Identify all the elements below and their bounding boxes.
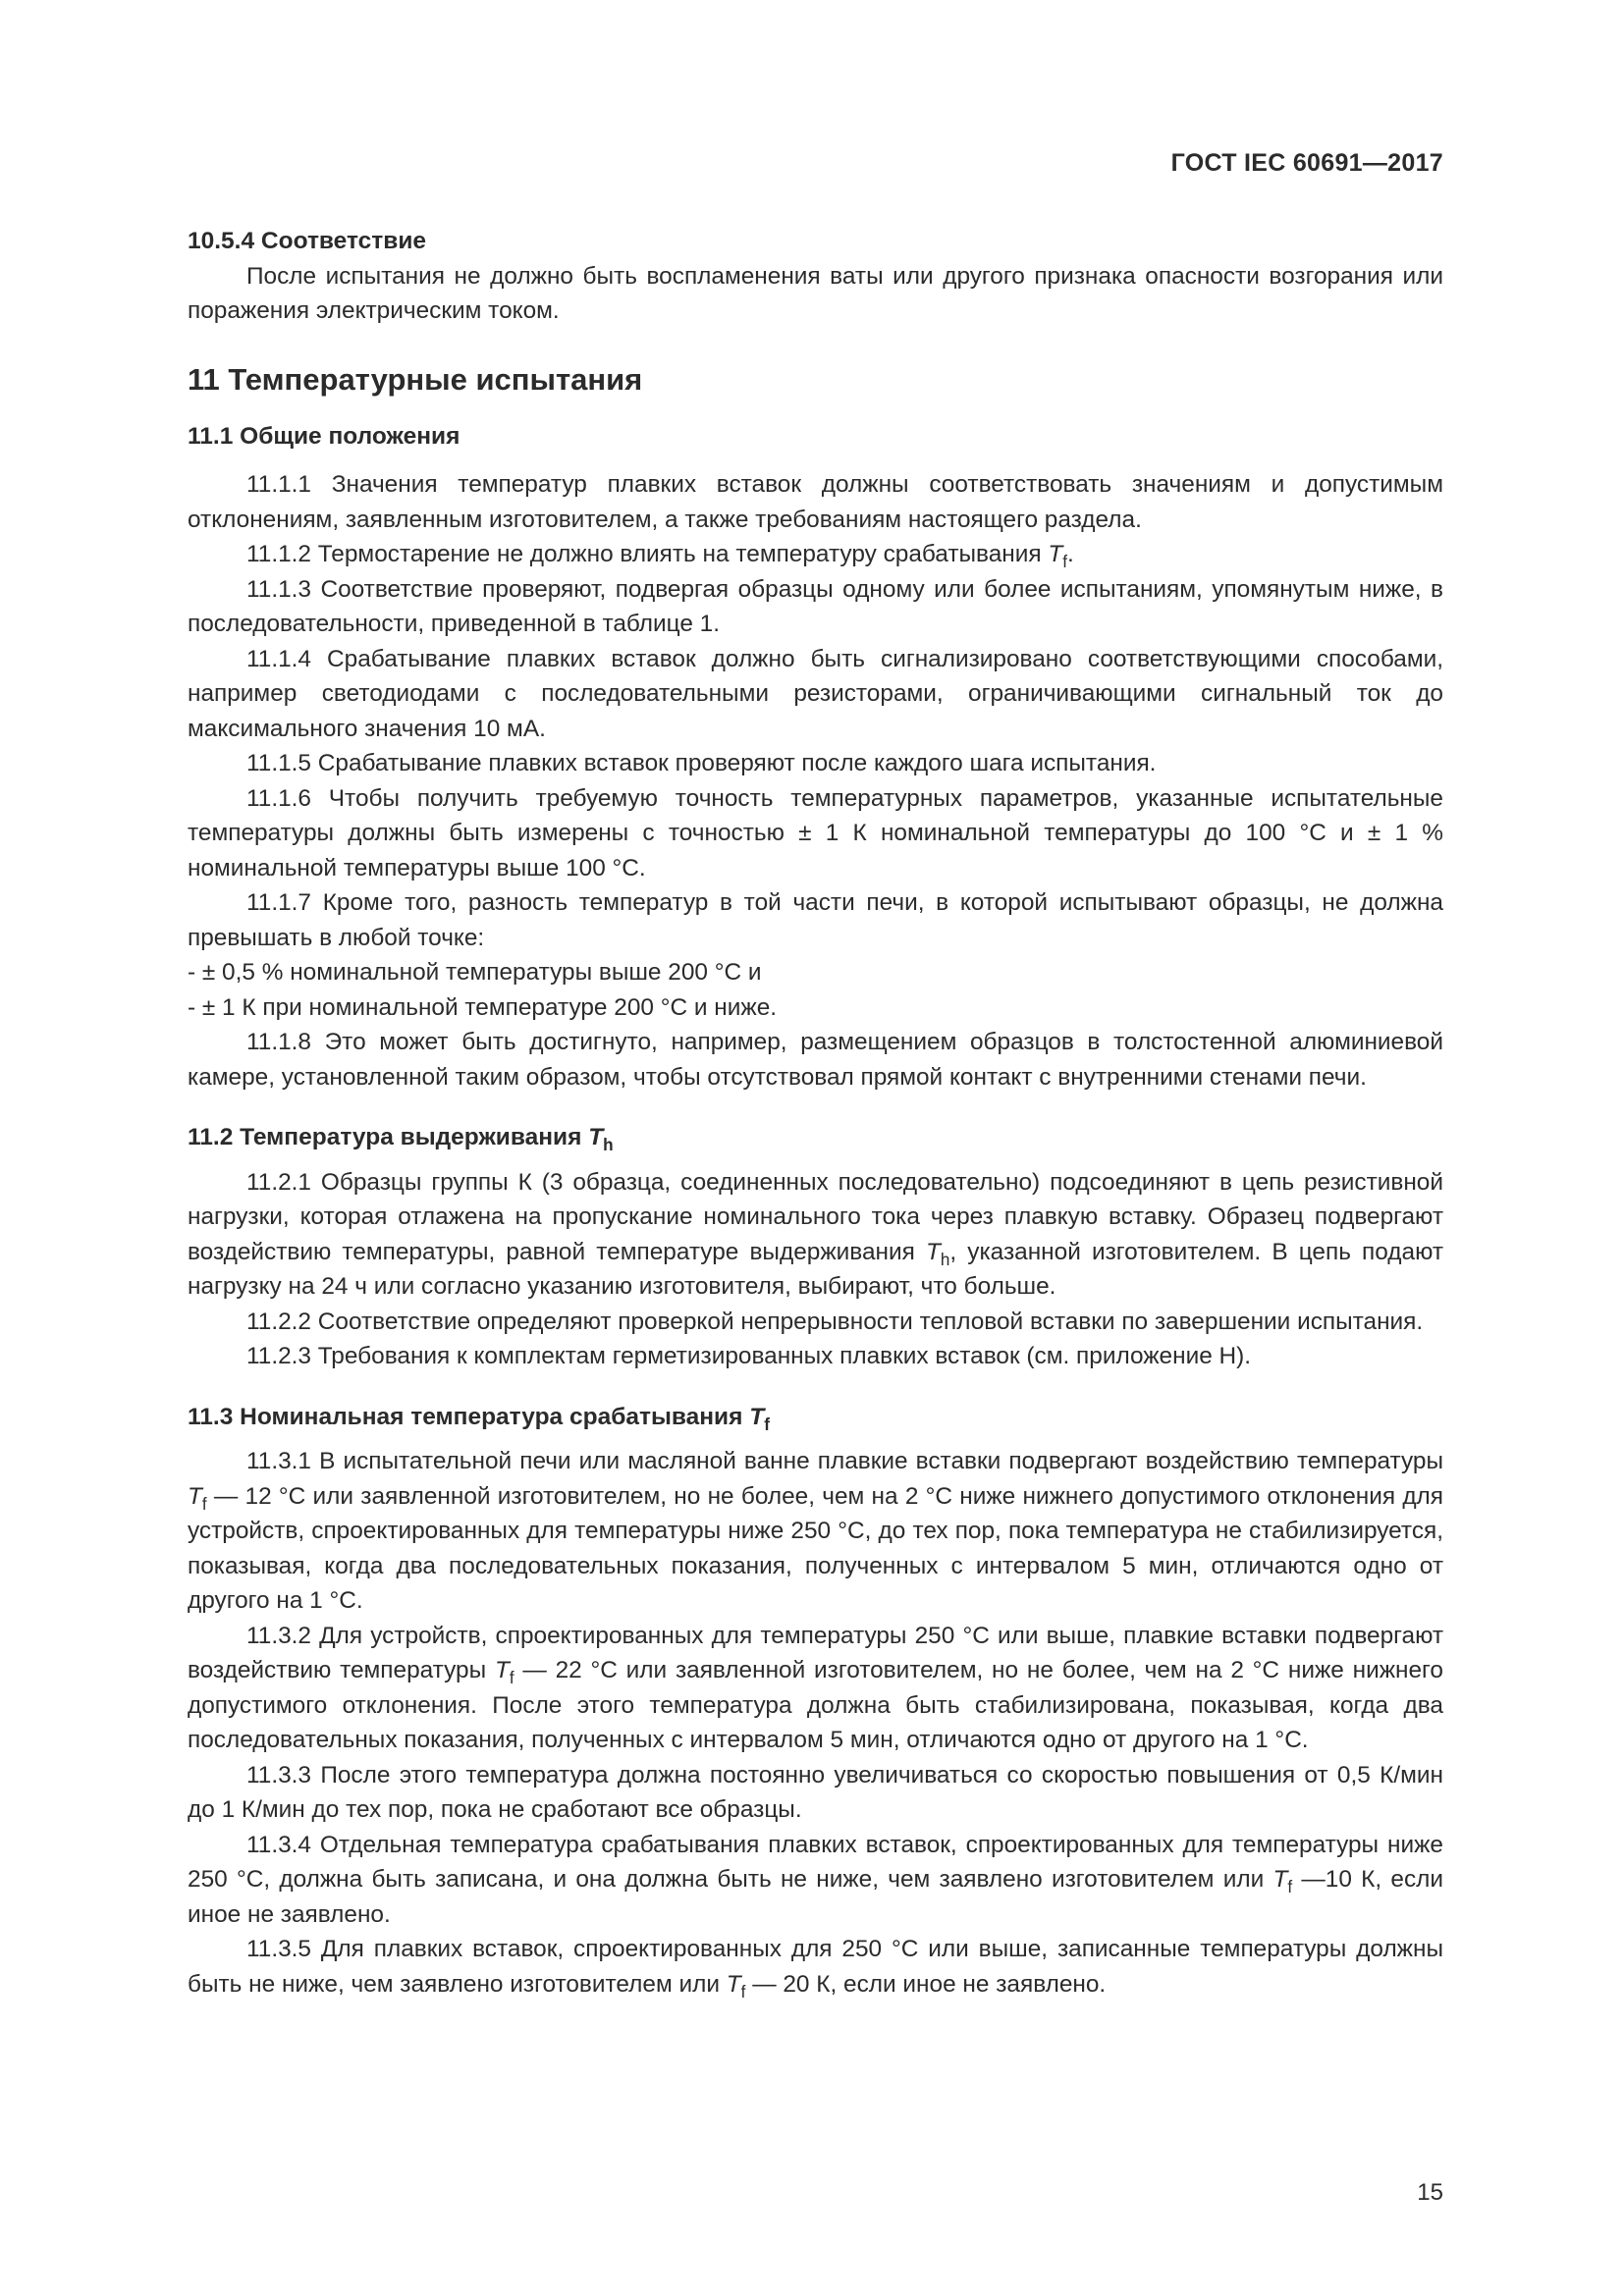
- subscript-f: f: [509, 1668, 514, 1687]
- standard-header: ГОСТ IEC 60691—2017: [1170, 149, 1443, 177]
- list-item-dash-1: - ± 0,5 % номинальной температуры выше 200 °С и: [188, 959, 762, 986]
- heading-11-1: 11.1 Общие положения: [188, 422, 460, 450]
- period: .: [1067, 541, 1074, 567]
- para-11-3-5: [188, 1932, 1443, 2002]
- symbol-t: T: [588, 1124, 604, 1150]
- para-11-2-1-b: , указанной изготовителем. В цепь подают нагрузку на 24 ч или согласно указанию изготовителя, выбирают, что больше.: [188, 1238, 1443, 1300]
- subscript-f: f: [1287, 1877, 1293, 1896]
- para-11-2-1: [188, 1165, 1443, 1305]
- para-11-2-1-a: 11.2.1 Образцы группы К (3 образца, соединенных последовательно) подсоединяют в цепь резистивной нагрузки, которая отлажена на пропускание номинального тока через плавкую вставку. Образец подвергают воздействию температуры, равной температуре выдерживания: [188, 1168, 1443, 1265]
- subscript-f: f: [740, 1982, 746, 2002]
- page-content: [188, 224, 1443, 2002]
- subscript-h: h: [603, 1135, 614, 1154]
- para-11-3-3: 11.3.3 После этого температура должна постоянно увеличиваться со скоростью повышения от 0,5 К/мин до 1 К/мин до тех пор, пока не сработают все образцы.: [188, 1761, 1443, 1823]
- para-11-1-3: 11.1.3 Соответствие проверяют, подвергая образцы одному или более испытаниям, упомянутым ниже, в последовательности, приведенной в таблице 1.: [188, 575, 1443, 637]
- heading-11-2: [188, 1120, 1443, 1155]
- para-11-1-8: 11.1.8 Это может быть достигнуто, например, размещением образцов в толстостенной алюминиевой камере, установленной таким образом, чтобы отсутствовал прямой контакт с внутренними стенами печи.: [188, 1029, 1443, 1091]
- para-11-3-5-a: 11.3.5 Для плавких вставок, спроектированных для 250 °С или выше, записанные температуры должны быть не ниже, чем заявлено изготовителем или: [188, 1936, 1443, 1998]
- para-11-1-1: 11.1.1 Значения температур плавких вставок должны соответствовать значениям и допустимым отклонениям, заявленным изготовителем, а также требованиям настоящего раздела.: [188, 471, 1443, 533]
- para-11-3-4: [188, 1828, 1443, 1933]
- para-11-2-2: 11.2.2 Соответствие определяют проверкой непрерывности тепловой вставки по завершении испытания.: [246, 1308, 1424, 1335]
- para-11-3-2-b: — 22 °С или заявленной изготовителем, но не более, чем на 2 °С ниже нижнего допустимого отклонения. После этого температура должна быть стабилизирована, показывая, когда два последовательных показания, полученных с интервалом 5 мин, отличаются одно от другого на 1 °С.: [188, 1657, 1443, 1753]
- subscript-f: f: [764, 1414, 770, 1434]
- heading-10-5-4: 10.5.4 Соответствие: [188, 228, 427, 254]
- symbol-t: T: [749, 1403, 765, 1430]
- subscript-f: f: [201, 1494, 207, 1514]
- heading-11-2-text: 11.2 Температура выдерживания: [188, 1124, 589, 1150]
- list-item-dash-2: - ± 1 К при номинальной температуре 200 °С и ниже.: [188, 993, 778, 1021]
- symbol-t: T: [726, 1970, 741, 1998]
- symbol-t: T: [925, 1238, 941, 1265]
- para-11-1-4: 11.1.4 Срабатывание плавких вставок должно быть сигнализировано соответствующими способами, например светодиодами с последовательными резисторами, ограничивающими сигнальный ток до максимального значения 10 мА.: [188, 645, 1443, 742]
- para-11-3-2: [188, 1619, 1443, 1758]
- symbol-t: T: [1048, 541, 1063, 567]
- para-11-3-1-b: — 12 °С или заявленной изготовителем, но не более, чем на 2 °С ниже нижнего допустимого отклонения для устройств, спроектированных для температуры ниже 250 °С, до тех пор, пока температура не стабилизируется, показывая, когда два последовательных показания, полученных с интервалом 5 мин, отличаются одно от другого на 1 °С.: [188, 1482, 1443, 1614]
- para-11-1-7: 11.1.7 Кроме того, разность температур в той части печи, в которой испытывают образцы, не должна превышать в любой точке:: [188, 889, 1443, 951]
- symbol-t: T: [494, 1657, 510, 1683]
- para-11-1-6: 11.1.6 Чтобы получить требуемую точность температурных параметров, указанные испытательные температуры должны быть измерены с точностью ± 1 К номинальной температуры до 100 °С и ± 1 % номинальной температуры выше 100 °С.: [188, 784, 1443, 881]
- para-11-3-4-a: 11.3.4 Отдельная температура срабатывания плавких вставок, спроектированных для температуры ниже 250 °С, должна быть записана, и она должна быть не ниже, чем заявлено изготовителем или: [188, 1831, 1443, 1893]
- para-11-1-2-text: 11.1.2 Термостарение не должно влиять на температуру срабатывания: [246, 541, 1049, 567]
- para-11-1-5: 11.1.5 Срабатывание плавких вставок проверяют после каждого шага испытания.: [246, 750, 1157, 776]
- heading-11-3: [188, 1400, 1443, 1435]
- para-11-3-2-a: 11.3.2 Для устройств, спроектированных для температуры 250 °С или выше, плавкие вставки подвергают воздействию температуры: [188, 1622, 1443, 1683]
- para-11-3-1: [188, 1444, 1443, 1619]
- symbol-t: T: [1272, 1866, 1288, 1893]
- para-11-3-1-a: 11.3.1 В испытательной печи или масляной ванне плавкие вставки подвергают воздействию температуры: [246, 1448, 1443, 1474]
- para-10-5-4: После испытания не должно быть воспламенения ваты или другого признака опасности возгорания или поражения электрическим током.: [188, 262, 1443, 324]
- symbol-t: T: [188, 1482, 202, 1510]
- heading-11-3-text: 11.3 Номинальная температура срабатывания: [188, 1403, 750, 1430]
- page-number: 15: [1417, 2179, 1443, 2206]
- para-11-3-5-b: — 20 К, если иное не заявлено.: [745, 1970, 1107, 1998]
- subscript-h: h: [940, 1250, 950, 1269]
- subscript-f: f: [1062, 552, 1068, 571]
- para-11-1-2: [188, 537, 1443, 572]
- para-11-3-4-b: —10 К, если иное не заявлено.: [188, 1866, 1443, 1928]
- heading-section-11: 11 Температурные испытания: [188, 361, 643, 397]
- para-11-2-3: 11.2.3 Требования к комплектам герметизированных плавких вставок (см. приложение Н).: [246, 1343, 1252, 1369]
